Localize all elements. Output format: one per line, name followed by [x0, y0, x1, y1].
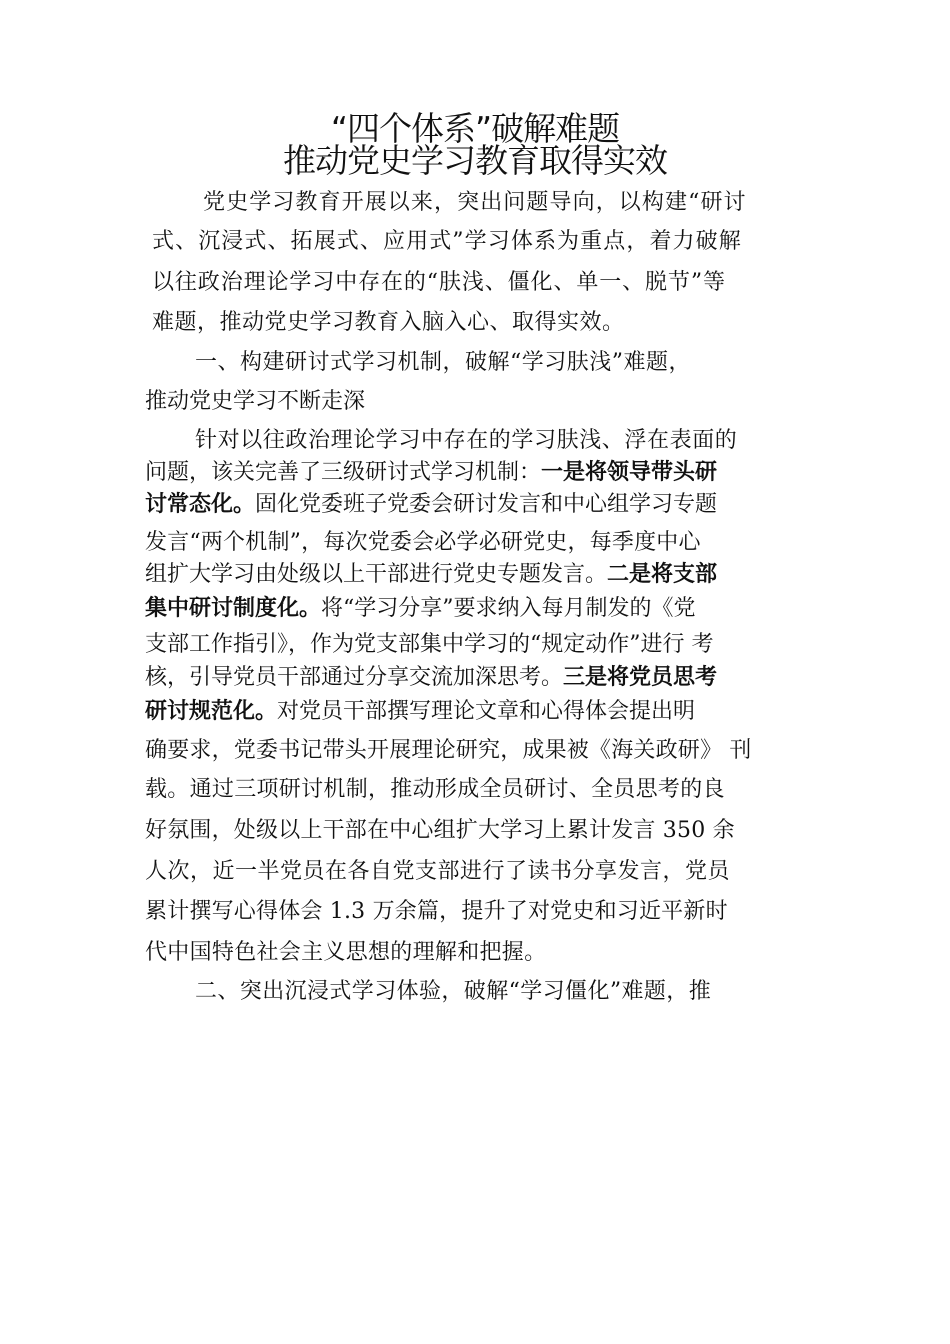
intro-line-1: 党史学习教育开展以来，突出问题导向，以构建“研讨 [203, 190, 747, 215]
para1-line-3: 讨常态化。固化党委班子党委会研讨发言和中心组学习专题 [145, 492, 718, 517]
para1-line-7: 支部工作指引》，作为党支部集中学习的“规定动作”进行 考 [145, 632, 714, 657]
para1-line-2: 问题，该关完善了三级研讨式学习机制：一是将领导带头研 [145, 460, 718, 485]
bold-point-3-end: 研讨规范化。 [145, 699, 278, 724]
title-line-2: 推动党史学习教育取得实效 [283, 141, 667, 180]
section-heading-1-line-2: 推动党史学习不断走深 [145, 389, 366, 414]
para1-line-14: 累计撰写心得体会 1.3 万余篇，提升了对党史和习近平新时 [145, 899, 728, 924]
intro-line-4: 难题，推动党史学习教育入脑入心、取得实效。 [152, 310, 625, 335]
para1-line-11: 载。通过三项研讨机制，推动形成全员研讨、全员思考的良 [145, 777, 725, 802]
section-heading-2: 二、突出沉浸式学习体验，破解“学习僵化”难题，推 [195, 979, 712, 1004]
para1-line-4: 发言“两个机制”，每次党委会必学必研党史，每季度中心 [145, 530, 701, 555]
bold-point-3: 三是将党员思考 [563, 665, 718, 690]
bold-point-1: 一是将领导带头研 [541, 460, 718, 485]
section-heading-1-line-1: 一、构建研讨式学习机制，破解“学习肤浅”难题， [195, 350, 691, 375]
para1-line-15: 代中国特色社会主义思想的理解和把握。 [145, 940, 547, 965]
para1-line-1: 针对以往政治理论学习中存在的学习肤浅、浮在表面的 [195, 428, 738, 453]
intro-line-2: 式、沉浸式、拓展式、应用式”学习体系为重点，着力破解 [152, 229, 742, 254]
para1-line-13: 人次，近一半党员在各自党支部进行了读书分享发言，党员 [145, 859, 731, 884]
title-line-1: “四个体系”破解难题 [330, 109, 620, 148]
para1-line-5: 组扩大学习由处级以上干部进行党史专题发言。二是将支部 [145, 562, 718, 587]
para1-line-12: 好氛围，处级以上干部在中心组扩大学习上累计发言 350 余 [145, 818, 735, 843]
bold-point-2: 二是将支部 [607, 562, 718, 587]
intro-line-3: 以往政治理论学习中存在的“肤浅、僵化、单一、脱节”等 [152, 270, 726, 295]
para1-line-10: 确要求，党委书记带头开展理论研究，成果被《海关政研》 刊 [145, 738, 752, 763]
para1-line-9: 研讨规范化。对党员干部撰写理论文章和心得体会提出明 [145, 699, 696, 724]
bold-point-1-end: 讨常态化。 [145, 492, 256, 517]
bold-point-2-end: 集中研讨制度化。 [145, 596, 322, 621]
para1-line-6: 集中研讨制度化。将“学习分享”要求纳入每月制发的《党 [145, 596, 696, 621]
para1-line-8: 核，引导党员干部通过分享交流加深思考。三是将党员思考 [145, 665, 718, 690]
